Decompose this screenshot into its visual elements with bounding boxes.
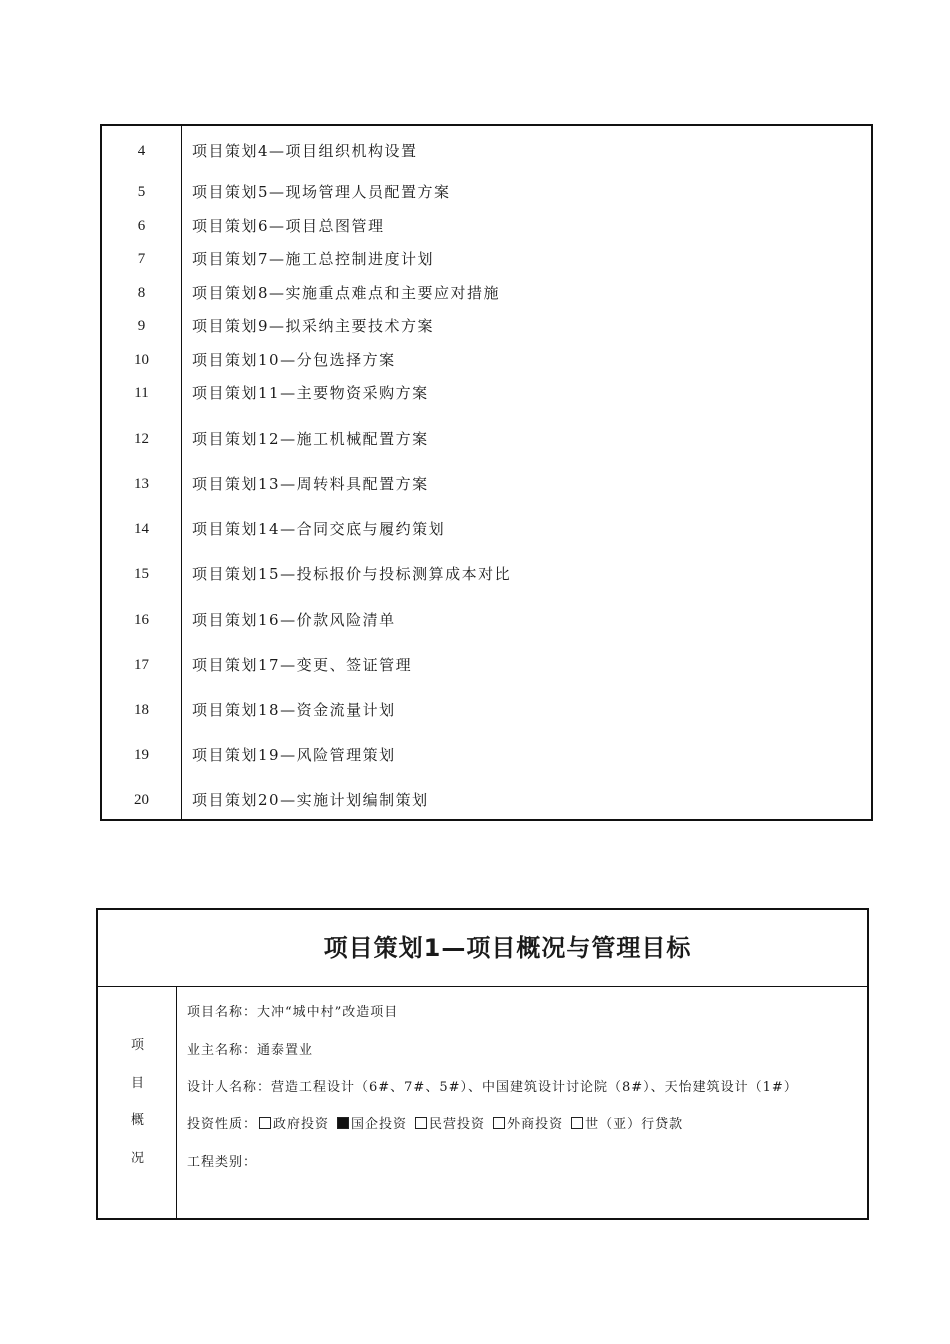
overview-table [96, 908, 869, 1220]
investment-option [257, 1117, 329, 1132]
investment-label: 投资性质： [187, 1117, 258, 1132]
overview-title: 项目策划1—项目概况与管理目标 [98, 910, 867, 987]
toc-row-number: 7 [137, 251, 146, 267]
side-label-char: 况 [130, 1151, 144, 1166]
toc-row-number: 8 [137, 285, 146, 301]
toc-row-number: 12 [134, 431, 149, 447]
investment-option [491, 1117, 563, 1132]
investment-option-label: 政府投资 [273, 1117, 330, 1132]
toc-row [102, 742, 871, 768]
investment-option-label: 民营投资 [429, 1117, 486, 1132]
investment-option [413, 1117, 485, 1132]
toc-row-number: 4 [137, 143, 146, 159]
toc-row-title: 项目策划16—价款风险清单 [192, 611, 396, 629]
toc-row-title: 项目策划15—投标报价与投标测算成本对比 [192, 565, 512, 583]
toc-row [102, 426, 871, 452]
toc-row [102, 179, 871, 205]
toc-row [102, 697, 871, 723]
toc-row-title: 项目策划6—项目总图管理 [192, 217, 385, 235]
investment-option [569, 1117, 683, 1132]
unchecked-box-icon [493, 1117, 505, 1129]
toc-row-title: 项目策划10—分包选择方案 [192, 351, 396, 369]
investment-nature-field [187, 1115, 689, 1135]
toc-row-number: 9 [137, 318, 146, 334]
toc-row-number: 6 [137, 218, 146, 234]
toc-row [102, 313, 871, 339]
toc-row [102, 380, 871, 406]
overview-side-label [98, 987, 177, 1218]
toc-row-title: 项目策划8—实施重点难点和主要应对措施 [192, 284, 501, 302]
toc-row-number: 17 [134, 657, 149, 673]
toc-row-title: 项目策划7—施工总控制进度计划 [192, 250, 435, 268]
toc-row-title: 项目策划14—合同交底与履约策划 [192, 520, 446, 538]
toc-row-title: 项目策划11—主要物资采购方案 [192, 384, 429, 402]
toc-row [102, 561, 871, 587]
toc-row-title: 项目策划12—施工机械配置方案 [192, 430, 429, 448]
toc-row [102, 652, 871, 678]
toc-row-title: 项目策划17—变更、签证管理 [192, 656, 413, 674]
project-category-field: 工程类别： [187, 1155, 258, 1170]
toc-row-number: 10 [134, 352, 149, 368]
toc-row-number: 13 [134, 476, 149, 492]
toc-row-title: 项目策划18—资金流量计划 [192, 701, 396, 719]
toc-row [102, 138, 871, 164]
checked-box-icon [337, 1117, 349, 1129]
toc-row-number: 16 [134, 612, 149, 628]
investment-option-label: 世（亚）行贷款 [585, 1117, 684, 1132]
toc-row-number: 15 [134, 566, 149, 582]
owner-name-field: 业主名称：通泰置业 [187, 1043, 314, 1058]
toc-row-number: 20 [134, 792, 149, 808]
side-label-char: 项 [130, 1038, 144, 1053]
unchecked-box-icon [415, 1117, 427, 1129]
toc-row-title: 项目策划9—拟采纳主要技术方案 [192, 317, 435, 335]
toc-row-title: 项目策划20—实施计划编制策划 [192, 791, 429, 809]
investment-option-label: 国企投资 [351, 1117, 408, 1132]
toc-row-number: 11 [134, 385, 149, 401]
toc-row-number: 18 [134, 702, 149, 718]
project-name-field: 项目名称：大冲“城中村”改造项目 [187, 1005, 399, 1020]
toc-row-number: 14 [134, 521, 149, 537]
investment-option [335, 1117, 407, 1132]
toc-row [102, 280, 871, 306]
toc-row-title: 项目策划5—现场管理人员配置方案 [192, 183, 451, 201]
toc-row [102, 607, 871, 633]
unchecked-box-icon [259, 1117, 271, 1129]
toc-row [102, 213, 871, 239]
toc-row [102, 787, 871, 813]
unchecked-box-icon [571, 1117, 583, 1129]
toc-row [102, 516, 871, 542]
side-label-char: 目 [130, 1076, 144, 1091]
investment-option-label: 外商投资 [507, 1117, 564, 1132]
designer-name-field: 设计人名称：营造工程设计（6#、7#、5#）、中国建筑设计讨论院（8#）、天怡建筑设计（1#） [187, 1080, 798, 1095]
toc-row [102, 347, 871, 373]
toc-row [102, 471, 871, 497]
toc-row-number: 5 [137, 184, 146, 200]
toc-row-title: 项目策划13—周转料具配置方案 [192, 475, 429, 493]
investment-options [257, 1117, 689, 1132]
toc-row-number: 19 [134, 747, 149, 763]
toc-row-title: 项目策划19—风险管理策划 [192, 746, 396, 764]
toc-table [100, 124, 873, 821]
side-label-char: 概 [130, 1113, 144, 1128]
toc-row [102, 246, 871, 272]
toc-row-title: 项目策划4—项目组织机构设置 [192, 142, 418, 160]
